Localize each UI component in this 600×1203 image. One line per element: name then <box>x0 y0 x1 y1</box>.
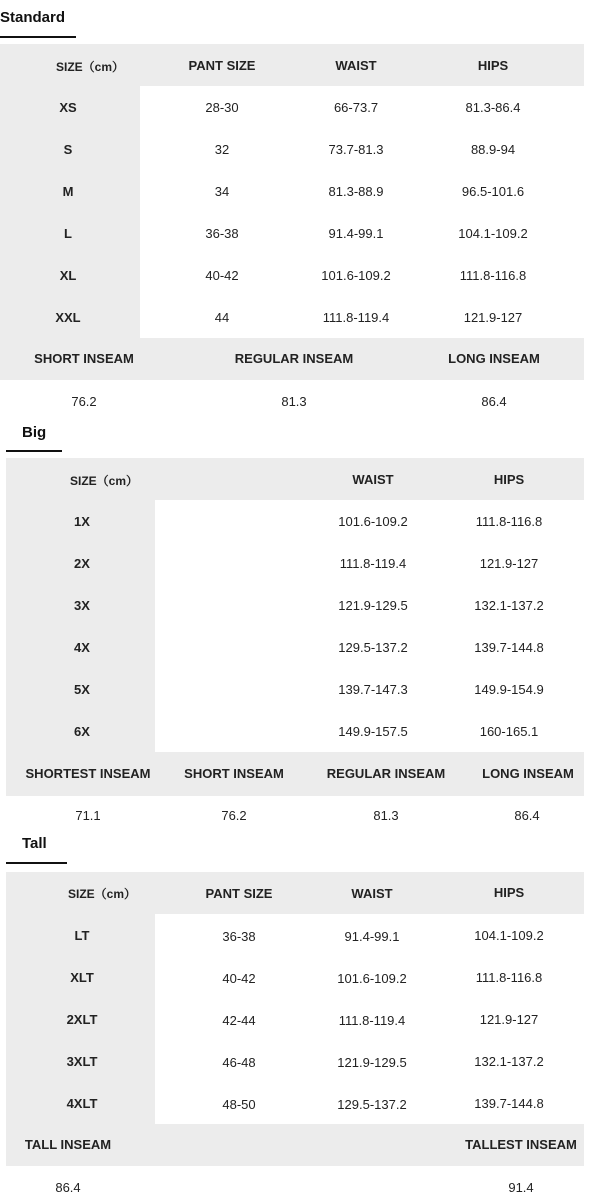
tall-row-hips: 132.1-137.2 <box>474 1054 544 1069</box>
big-inseam-header: REGULAR INSEAM <box>326 766 446 781</box>
big-row-hips: 111.8-116.8 <box>475 514 543 529</box>
big-inseam-header: SHORTEST INSEAM <box>25 766 151 781</box>
standard-inseam-value: 76.2 <box>71 394 97 409</box>
standard-row-size: XXL <box>55 310 81 325</box>
big-row-size: 6X <box>74 724 90 739</box>
standard-inseam-value: 81.3 <box>281 394 307 409</box>
tall-row-pant: 40-42 <box>222 971 256 986</box>
standard-row-size: M <box>62 184 74 199</box>
big-row-size: 4X <box>74 640 90 655</box>
big-inseam-header: SHORT INSEAM <box>184 766 284 781</box>
standard-header-hips: HIPS <box>477 58 509 73</box>
tall-title: Tall <box>22 835 47 852</box>
tall-header-hips: HIPS <box>493 885 525 900</box>
big-inseam-value: 86.4 <box>514 808 540 823</box>
standard-row-hips: 121.9-127 <box>463 310 523 325</box>
big-row-size: 3X <box>74 598 90 613</box>
tall-header-waist: WAIST <box>351 886 393 901</box>
standard-row-waist: 73.7-81.3 <box>328 142 384 157</box>
tall-row-waist: 101.6-109.2 <box>337 971 407 986</box>
standard-header-waist: WAIST <box>335 58 377 73</box>
tall-row-hips: 139.7-144.8 <box>474 1096 544 1111</box>
big-inseam-value: 71.1 <box>75 808 101 823</box>
standard-inseam-value: 86.4 <box>481 394 507 409</box>
big-row-hips: 160-165.1 <box>479 724 539 739</box>
big-header-waist: WAIST <box>352 472 394 487</box>
tall-row-pant: 36-38 <box>222 929 256 944</box>
standard-row-hips: 111.8-116.8 <box>459 268 527 283</box>
standard-row-pant: 36-38 <box>205 226 239 241</box>
tall-inseam-header: TALLEST INSEAM <box>465 1137 577 1152</box>
tall-row-waist: 129.5-137.2 <box>337 1097 407 1112</box>
big-row-hips: 121.9-127 <box>479 556 539 571</box>
standard-row-hips: 96.5-101.6 <box>461 184 525 199</box>
tall-row-size: 2XLT <box>66 1012 98 1027</box>
standard-row-pant: 34 <box>214 184 230 199</box>
big-row-waist: 111.8-119.4 <box>339 556 407 571</box>
big-header-size: SIZE（cm） <box>69 474 139 488</box>
standard-header-size: SIZE（cm） <box>55 60 125 74</box>
standard-header-pant-size: PANT SIZE <box>188 58 256 73</box>
standard-title-underline <box>0 36 76 38</box>
standard-row-waist: 81.3-88.9 <box>328 184 384 199</box>
standard-inseam-header: LONG INSEAM <box>448 351 540 366</box>
tall-header-pant-size: PANT SIZE <box>205 886 273 901</box>
big-row-hips: 132.1-137.2 <box>474 598 544 613</box>
tall-inseam-value: 86.4 <box>55 1180 81 1195</box>
big-inseam-header: LONG INSEAM <box>482 766 574 781</box>
big-title: Big <box>22 424 47 441</box>
tall-row-pant: 42-44 <box>222 1013 256 1028</box>
tall-row-hips: 121.9-127 <box>479 1012 539 1027</box>
tall-row-size: LT <box>74 928 90 943</box>
standard-row-hips: 88.9-94 <box>470 142 516 157</box>
standard-row-size: XS <box>59 100 77 115</box>
big-row-size: 5X <box>74 682 90 697</box>
standard-inseam-header: REGULAR INSEAM <box>234 351 354 366</box>
tall-header-size: SIZE（cm） <box>67 887 137 901</box>
standard-inseam-header: SHORT INSEAM <box>34 351 134 366</box>
big-row-waist: 129.5-137.2 <box>338 640 408 655</box>
tall-row-size: 4XLT <box>66 1096 98 1111</box>
standard-row-waist: 91.4-99.1 <box>328 226 384 241</box>
tall-row-pant: 48-50 <box>222 1097 256 1112</box>
standard-row-waist: 66-73.7 <box>333 100 379 115</box>
big-row-waist: 149.9-157.5 <box>338 724 408 739</box>
big-inseam-value: 81.3 <box>373 808 399 823</box>
standard-row-pant: 40-42 <box>205 268 239 283</box>
standard-size-column <box>0 86 140 338</box>
standard-row-size: XL <box>59 268 77 283</box>
tall-row-pant: 46-48 <box>222 1055 256 1070</box>
standard-row-waist: 111.8-119.4 <box>322 310 390 325</box>
tall-title-underline <box>6 862 67 864</box>
big-row-waist: 101.6-109.2 <box>338 514 408 529</box>
big-row-size: 2X <box>74 556 90 571</box>
standard-row-pant: 32 <box>214 142 230 157</box>
standard-row-hips: 104.1-109.2 <box>458 226 528 241</box>
big-row-waist: 139.7-147.3 <box>338 682 408 697</box>
big-inseam-value: 76.2 <box>221 808 247 823</box>
big-row-waist: 121.9-129.5 <box>338 598 408 613</box>
standard-row-size: L <box>64 226 72 241</box>
tall-row-hips: 104.1-109.2 <box>474 928 544 943</box>
big-header-hips: HIPS <box>493 472 525 487</box>
tall-row-waist: 111.8-119.4 <box>338 1013 406 1028</box>
standard-row-size: S <box>63 142 73 157</box>
tall-row-size: 3XLT <box>66 1054 98 1069</box>
standard-title: Standard <box>0 9 66 26</box>
big-row-hips: 149.9-154.9 <box>474 682 544 697</box>
big-row-hips: 139.7-144.8 <box>474 640 544 655</box>
standard-row-hips: 81.3-86.4 <box>465 100 521 115</box>
standard-row-waist: 101.6-109.2 <box>321 268 391 283</box>
tall-row-hips: 111.8-116.8 <box>475 970 543 985</box>
tall-inseam-value: 91.4 <box>508 1180 534 1195</box>
big-size-column <box>6 500 155 752</box>
tall-inseam-header: TALL INSEAM <box>24 1137 112 1152</box>
big-row-size: 1X <box>74 514 90 529</box>
standard-row-pant: 44 <box>214 310 230 325</box>
tall-row-waist: 121.9-129.5 <box>337 1055 407 1070</box>
tall-row-size: XLT <box>70 970 94 985</box>
tall-row-waist: 91.4-99.1 <box>344 929 400 944</box>
big-title-underline <box>6 450 62 452</box>
standard-row-pant: 28-30 <box>205 100 239 115</box>
